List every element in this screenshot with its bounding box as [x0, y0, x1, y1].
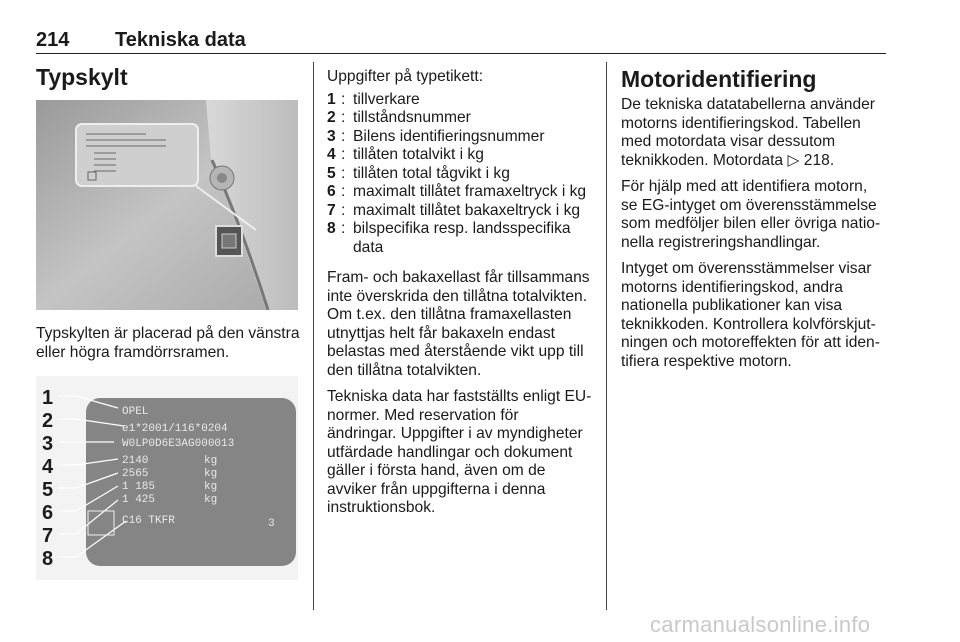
eu-norms-paragraph: Tekniska data har fastställts enligt EU-normer. Med reservation för ändringar. Uppgifter i av myndigheter utfärdade handlingar och dokument gäller i första hand, även om de avviker från uppgifterna i denna instruktionsbok. — [327, 388, 592, 516]
list-item: 3 : Bilens identifieringsnummer — [327, 127, 545, 145]
label-intro: Uppgifter på typetikett: — [327, 68, 484, 85]
right-column — [621, 66, 886, 379]
plate-unit: kg — [204, 481, 218, 493]
list-item: 6 : maximalt tillåtet framaxeltryck i kg — [327, 183, 587, 200]
certificate-paragraph: För hjälp med att identifiera motorn, se EG-intyget om överensstämmelse som medföljer bilen eller övriga nationella registreringshandlingar. — [621, 178, 881, 251]
list-item: 8 : bilspecifika resp. landsspecifika data — [327, 220, 571, 256]
plate-unit: kg — [204, 494, 218, 506]
plate-line-train-weight: 2565 — [122, 468, 149, 480]
plate-corner-mark: 3 — [268, 518, 275, 530]
plate-line-rear-axle: 1 425 — [122, 494, 156, 506]
page-number: 214 — [36, 29, 70, 51]
section-title-motoridentifiering: Motoridentifiering — [621, 66, 817, 92]
plate-line-approval: e1*2001/116*0204 — [122, 423, 228, 435]
left-column — [36, 64, 302, 90]
plate-callout-7: 7 — [42, 525, 54, 547]
plate-unit: kg — [204, 455, 218, 467]
displacement-paragraph: Intyget om överensstämmelser visar motorns identifieringskod, andra nationella publikationer kan visa teknikkoden. Kontrollera kolvförskjutningen och motoreffekten för att identifiera respektive motorn. — [621, 260, 880, 370]
engine-id-paragraph: De tekniska datatabellerna använder motorns identifieringskod. Tabellen med motordata visar dessutom teknikkoden. Motordata ▷ 218. — [621, 96, 875, 169]
plate-callout-8: 8 — [42, 548, 54, 570]
plate-callout-5: 5 — [42, 479, 54, 501]
section-title-typskylt: Typskylt — [36, 64, 128, 90]
chapter-title: Tekniska data — [115, 29, 246, 51]
list-item: 7 : maximalt tillåtet bakaxeltryck i kg — [327, 201, 581, 219]
plate-callout-1: 1 — [42, 387, 54, 409]
list-item: 5 : tillåten total tågvikt i kg — [327, 164, 510, 182]
list-item: 2 : tillståndsnummer — [327, 109, 471, 126]
plate-line-vin: W0LP0D6E3AG000013 — [122, 438, 235, 450]
plate-callout-6: 6 — [42, 502, 54, 524]
column-divider-2 — [606, 62, 607, 610]
page-header — [36, 27, 886, 54]
plate-callout-4: 4 — [42, 456, 54, 478]
label-item-list — [327, 91, 592, 258]
plate-callout-2: 2 — [42, 410, 54, 432]
door-frame-figure — [36, 100, 298, 310]
plate-line-front-axle: 1 185 — [122, 481, 156, 493]
plate-line-vehicle-data: C16 TKFR — [122, 515, 175, 527]
column-divider-1 — [313, 62, 314, 610]
left-caption-block — [36, 325, 302, 370]
type-plate-illustration — [36, 376, 298, 580]
list-item: 4 : tillåten totalvikt i kg — [327, 146, 484, 163]
door-frame-illustration — [36, 100, 298, 310]
list-item: 1 : tillverkare — [327, 90, 420, 108]
page-ref-icon: ▷ — [787, 151, 800, 169]
plate-line-manufacturer: OPEL — [122, 406, 149, 418]
type-plate-figure — [36, 376, 298, 580]
middle-column — [327, 68, 592, 526]
watermark: carmanualsonline.info — [650, 612, 871, 637]
plate-unit: kg — [204, 468, 218, 480]
plate-callout-3: 3 — [42, 433, 54, 455]
axle-load-paragraph: Fram- och bakaxellast får tillsammans inte överskrida den tillåtna totalvikten. Om t.ex. den tillåtna framaxellasten utnyttjas helt får bakaxeln endast belastas med återstående vikt upp till den tillåtna totalvikten. — [327, 269, 590, 379]
plate-line-total-weight: 2140 — [122, 455, 149, 467]
page-ref-link[interactable]: 218. — [803, 151, 835, 169]
figure-caption: Typskylten är placerad på den vänstra eller högra framdörrsramen. — [36, 325, 300, 361]
